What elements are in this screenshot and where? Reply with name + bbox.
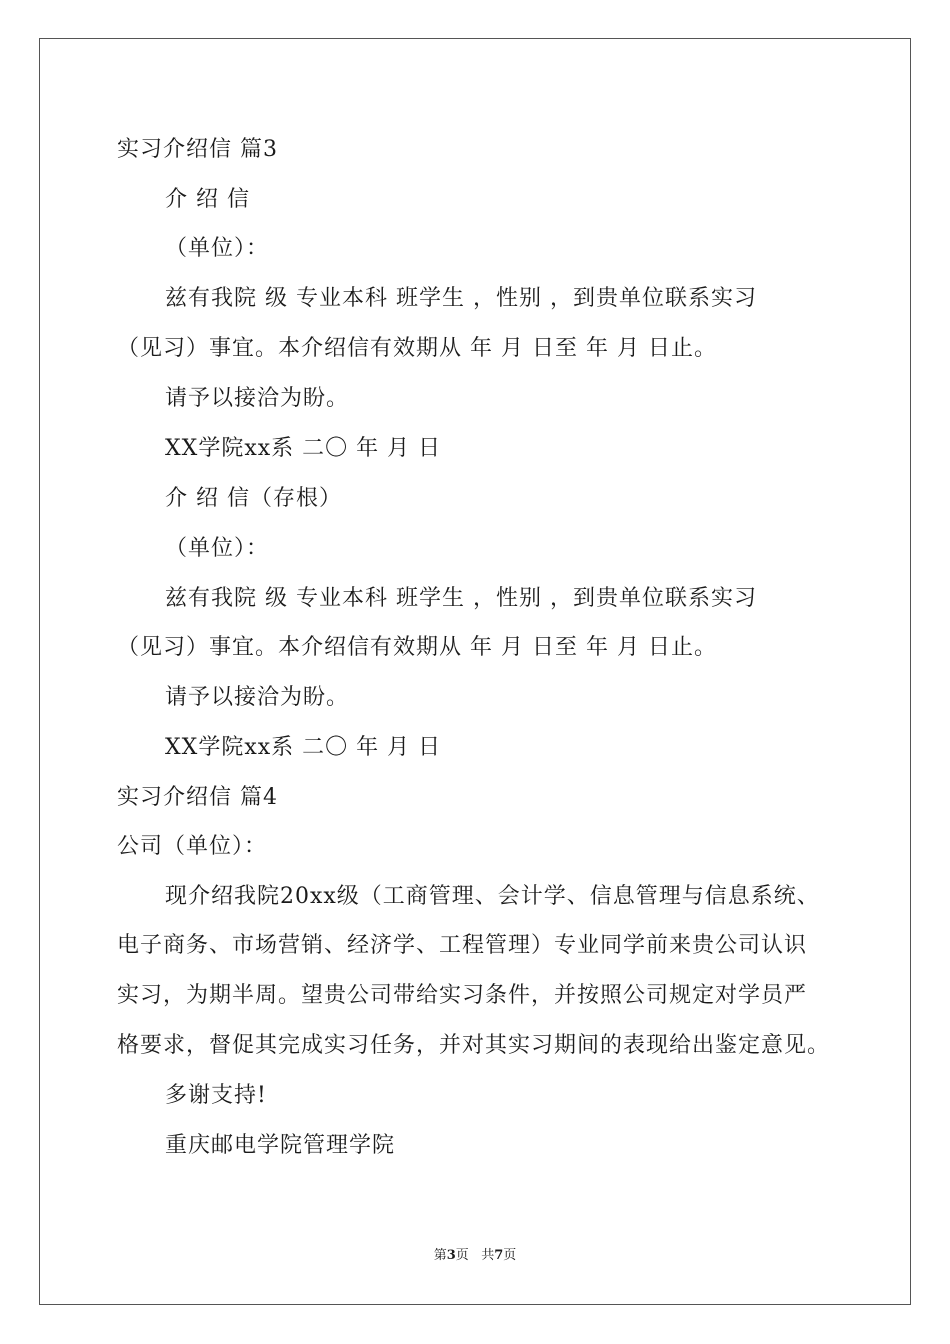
section-heading: 实习介绍信 篇3 <box>117 137 278 162</box>
recipient-line: 公司（单位）： <box>117 834 268 859</box>
closing-line: 请予以接洽为盼。 <box>165 386 350 411</box>
body-paragraph-line: 兹有我院 级 专业本科 班学生 ，性别 ，到贵单位联系实习 <box>165 586 757 611</box>
recipient-line: （单位）： <box>165 536 270 561</box>
letter-title: 介 绍 信 <box>165 187 250 212</box>
signature-line: 重庆邮电学院管理学院 <box>165 1133 396 1158</box>
body-paragraph-line: 现介绍我院20xx级（工商管理、会计学、信息管理与信息系统、 <box>165 884 820 909</box>
body-paragraph-line: 兹有我院 级 专业本科 班学生 ，性别 ，到贵单位联系实习 <box>165 286 757 311</box>
signature-date-line: XX学院xx系 二〇 年 月 日 <box>165 436 442 461</box>
body-paragraph-line: （见习）事宜。本介绍信有效期从 年 月 日至 年 月 日止。 <box>117 336 717 361</box>
signature-date-line: XX学院xx系 二〇 年 月 日 <box>165 735 442 760</box>
total-pages: 7 <box>494 1248 504 1263</box>
body-paragraph-line: 格要求，督促其完成实习任务，并对其实习期间的表现给出鉴定意见。 <box>117 1033 831 1058</box>
recipient-line: （单位）： <box>165 236 270 261</box>
page-suffix: 页 <box>455 1248 469 1263</box>
body-paragraph-line: 电子商务、市场营销、经济学、工程管理）专业同学前来贵公司认识 <box>117 933 808 958</box>
page-footer <box>0 1247 950 1265</box>
total-prefix: 共 <box>481 1248 495 1263</box>
total-suffix: 页 <box>503 1248 517 1263</box>
closing-line: 多谢支持! <box>165 1083 267 1108</box>
page-border <box>39 38 911 1305</box>
section-heading: 实习介绍信 篇4 <box>117 785 278 810</box>
body-paragraph-line: 实习，为期半周。望贵公司带给实习条件，并按照公司规定对学员严 <box>117 983 808 1008</box>
page-prefix: 第 <box>433 1248 447 1263</box>
closing-line: 请予以接洽为盼。 <box>165 685 350 710</box>
body-paragraph-line: （见习）事宜。本介绍信有效期从 年 月 日至 年 月 日止。 <box>117 635 717 660</box>
stub-title: 介 绍 信（存根） <box>165 486 342 511</box>
page-number: 3 <box>446 1248 456 1263</box>
